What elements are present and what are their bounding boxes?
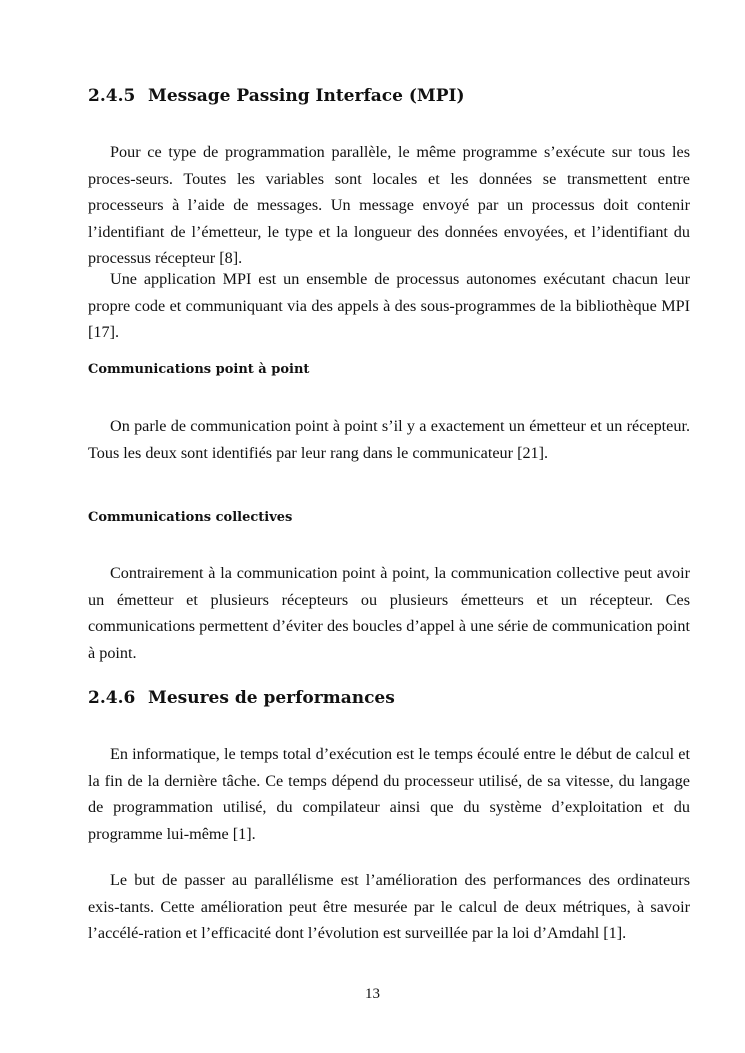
paragraph-parallelism-goal: Le but de passer au parallélisme est l’amélioration des performances des ordinateurs exis-tants. Cette amélioration peut être mesurée par le calcul de deux métriques, à savoir l’accélé-ration et l’efficacité dont l’évolution est surveillée par la loi d’Amdahl [1]. <box>88 871 690 942</box>
paragraph-mpi-application: Une application MPI est un ensemble de processus autonomes exécutant chacun leur propre code et communiquant via des appels à des sous-programmes de la bibliothèque MPI [17]. <box>88 270 690 341</box>
section-number: 2.4.6 <box>88 688 136 708</box>
paragraph-execution-time: En informatique, le temps total d’exécution est le temps écoulé entre le début de calcul et la fin de la dernière tâche. Ce temps dépend du processeur utilisé, de sa vitesse, du langage de programmation utilisé, du compilateur ainsi que du système d’exploitation et du programme lui-même [1]. <box>88 745 690 843</box>
paragraph-mpi-intro: Pour ce type de programmation parallèle, le même programme s’exécute sur tous les proces-seurs. Toutes les variables sont locales et les données se transmettent entre processeurs à l’aide de messages. Un message envoyé par un processus doit contenir l’identifiant de l’émetteur, le type et la longueur des données envoyées, et l’identifiant du processus récepteur [8]. <box>88 143 690 267</box>
paragraph-point-to-point: On parle de communication point à point s’il y a exactement un émetteur et un récepteur. Tous les deux sont identifiés par leur rang dans le communicateur [21]. <box>88 417 690 462</box>
section-heading-2-4-5 <box>88 86 465 106</box>
subheading-point-to-point: Communications point à point <box>88 362 310 377</box>
page-number: 13 <box>365 986 380 1002</box>
section-title: Mesures de performances <box>148 688 395 708</box>
section-heading-2-4-6 <box>88 688 395 708</box>
subheading-collective: Communications collectives <box>88 510 293 525</box>
section-title: Message Passing Interface (MPI) <box>148 86 465 106</box>
paragraph-collective: Contrairement à la communication point à point, la communication collective peut avoir un émetteur et plusieurs récepteurs ou plusieurs émetteurs et un récepteur. Ces communications permettent d’éviter des boucles d’appel à une série de communication point à point. <box>88 564 690 662</box>
section-number: 2.4.5 <box>88 86 136 106</box>
